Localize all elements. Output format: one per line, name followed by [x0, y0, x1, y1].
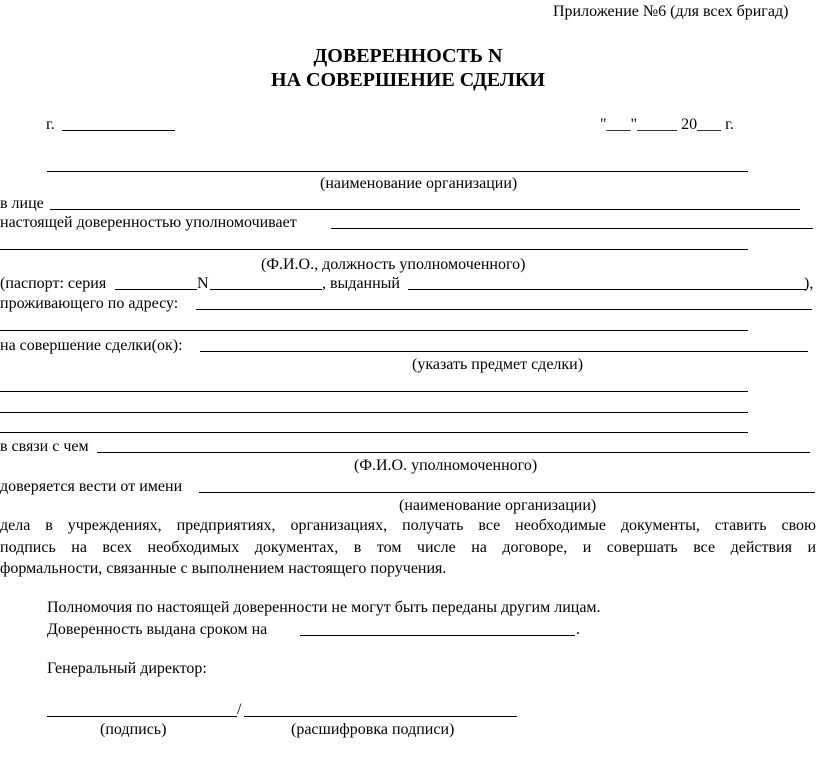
signature-field[interactable]	[47, 716, 237, 717]
passport-series-field[interactable]	[115, 289, 197, 290]
entrusted-label: доверяется вести от имени	[0, 478, 183, 495]
powers-note: Полномочия по настоящей доверенности не могут быть переданы другим лицам.	[47, 599, 601, 616]
city-label: г.	[46, 116, 55, 133]
passport-series-label: (паспорт: серия	[0, 275, 107, 292]
organization-caption: (наименование организации)	[320, 175, 518, 192]
signature-decode-field[interactable]	[244, 716, 517, 717]
director-label: Генеральный директор:	[47, 660, 207, 677]
authorized-person-field-2[interactable]	[0, 249, 748, 250]
deal-caption: (указать предмет сделки)	[412, 356, 584, 373]
validity-end: .	[576, 621, 580, 638]
in-person-label: в лице	[0, 195, 44, 212]
deal-label: на совершение сделки(ок):	[0, 337, 183, 354]
deal-field-3[interactable]	[0, 412, 748, 413]
in-person-field[interactable]	[50, 209, 800, 210]
address-field-2[interactable]	[0, 330, 748, 331]
issued-by-field[interactable]	[408, 289, 806, 290]
organization-caption-2: (наименование организации)	[399, 497, 597, 514]
body-line-3: формальности, связанные с выполнением настоящего поручения.	[0, 560, 447, 577]
appendix-note: Приложение №6 (для всех бригад)	[553, 3, 789, 20]
in-connection-label: в связи с чем	[0, 438, 89, 455]
body-line-1: дела в учреждениях, предприятиях, организациях, получать все необходимые документы, ставить свою	[0, 517, 816, 534]
fio-caption: (Ф.И.О., должность уполномоченного)	[261, 256, 526, 273]
signature-slash: /	[237, 701, 242, 718]
authorized-person-field[interactable]	[331, 228, 813, 229]
signature-caption: (подпись)	[100, 721, 167, 738]
city-field[interactable]	[62, 130, 175, 131]
close-paren: ),	[804, 275, 814, 292]
organization-field[interactable]	[47, 171, 748, 172]
passport-number-label: N	[197, 275, 209, 292]
passport-number-field[interactable]	[210, 289, 322, 290]
deal-field[interactable]	[200, 351, 808, 352]
date-field[interactable]: "___"_____ 20___ г.	[600, 116, 734, 133]
deal-field-2[interactable]	[0, 391, 748, 392]
authorizes-label: настоящей доверенностью уполномочивает	[0, 214, 297, 231]
issued-by-label: , выданный	[322, 275, 400, 292]
document-title: ДОВЕРЕННОСТЬ N	[313, 45, 503, 67]
in-connection-field[interactable]	[97, 452, 810, 453]
entrusted-org-field[interactable]	[199, 492, 815, 493]
document-subtitle: НА СОВЕРШЕНИЕ СДЕЛКИ	[271, 69, 545, 91]
address-label: проживающего по адресу:	[0, 295, 179, 312]
fio-short-caption: (Ф.И.О. уполномоченного)	[354, 457, 538, 474]
address-field[interactable]	[196, 309, 812, 310]
validity-label: Доверенность выдана сроком на	[47, 621, 268, 638]
validity-field[interactable]	[300, 635, 575, 636]
signature-decode-caption: (расшифровка подписи)	[291, 721, 455, 738]
body-line-2: подпись на всех необходимых документах, в том числе на договоре, и совершать все действия и	[0, 539, 816, 556]
deal-field-4[interactable]	[0, 432, 748, 433]
